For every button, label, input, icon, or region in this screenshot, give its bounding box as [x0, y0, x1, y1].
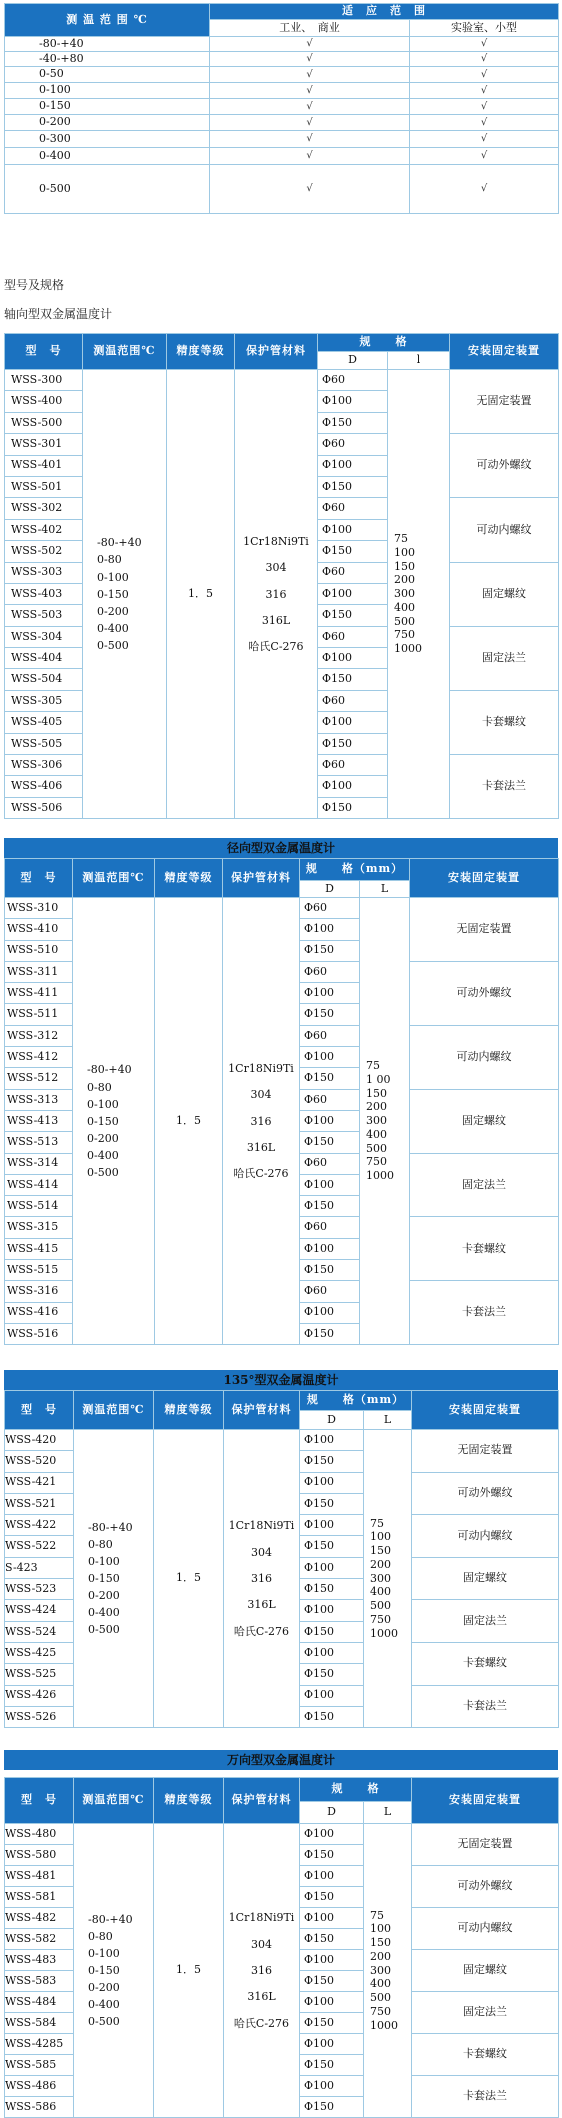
model-cell: WSS-512: [5, 1068, 73, 1089]
mount-cell: 固定螺纹: [412, 1950, 559, 1992]
diameter-cell: Φ150: [300, 1664, 364, 1685]
spec-header: 规 格: [318, 334, 450, 352]
mount-header: 安装固定装置: [412, 1778, 559, 1824]
section-subtitle: 轴向型双金属温度计: [4, 307, 113, 321]
length-cell: 75 100 150 200 300 400 500 750 1000: [388, 370, 450, 819]
range-cell: 0-150: [5, 99, 210, 115]
model-cell: WSS-506: [5, 797, 83, 818]
table-row: [5, 99, 559, 115]
material-cell: 1Cr18Ni9Ti 304 316 316L 哈氏C-276: [224, 1430, 300, 1728]
diameter-cell: Φ150: [318, 733, 388, 754]
diameter-cell: Φ100: [300, 1174, 360, 1195]
model-cell: WSS-505: [5, 733, 83, 754]
check-cell: √: [410, 67, 559, 83]
diameter-cell: Φ150: [318, 797, 388, 818]
material-cell: 1Cr18Ni9Ti 304 316 316L 哈氏C-276: [223, 898, 300, 1345]
model-cell: WSS-420: [5, 1430, 74, 1451]
model-cell: WSS-402: [5, 519, 83, 540]
range-list-cell: -80-+40 0-80 0-100 0-150 0-200 0-400 0-500: [73, 898, 155, 1345]
model-cell: WSS-522: [5, 1536, 74, 1557]
accuracy-header: 精度等级: [154, 1391, 224, 1430]
mount-cell: 卡套螺纹: [412, 1642, 559, 1685]
check-cell: √: [210, 83, 410, 99]
check-cell: √: [210, 131, 410, 148]
model-cell: WSS-524: [5, 1621, 74, 1642]
model-cell: WSS-405: [5, 712, 83, 733]
mount-cell: 无固定装置: [412, 1430, 559, 1473]
check-cell: √: [210, 148, 410, 165]
model-cell: WSS-412: [5, 1047, 73, 1068]
diameter-cell: Φ150: [300, 1493, 364, 1514]
mount-cell: 可动外螺纹: [412, 1472, 559, 1515]
length-cell: 75 1 00 150 200 300 400 500 750 1000: [360, 898, 410, 1345]
L-header: L: [360, 881, 410, 898]
check-cell: √: [210, 37, 410, 52]
range-header: 测温范围℃: [73, 859, 155, 898]
table-row: [5, 165, 559, 214]
model-cell: WSS-500: [5, 412, 83, 433]
model-cell: WSS-515: [5, 1260, 73, 1281]
mount-cell: 可动外螺纹: [450, 434, 559, 498]
range-table: [4, 3, 559, 214]
diameter-cell: Φ60: [300, 1217, 360, 1238]
model-cell: WSS-480: [5, 1824, 74, 1845]
diameter-cell: Φ150: [300, 1068, 360, 1089]
diameter-cell: Φ150: [300, 1132, 360, 1153]
model-cell: WSS-415: [5, 1238, 73, 1259]
model-cell: WSS-482: [5, 1908, 74, 1929]
model-header: 型 号: [5, 1391, 74, 1430]
model-cell: WSS-304: [5, 626, 83, 647]
L-header: L: [364, 1802, 412, 1824]
diameter-cell: Φ100: [300, 1600, 364, 1621]
mount-cell: 固定法兰: [412, 1992, 559, 2034]
diameter-cell: Φ150: [300, 1004, 360, 1025]
diameter-cell: Φ100: [318, 391, 388, 412]
section-title: 型号及规格: [4, 278, 65, 292]
angle135-spec-table: [4, 1390, 559, 1728]
mount-cell: 可动内螺纹: [412, 1515, 559, 1558]
diameter-cell: Φ150: [318, 412, 388, 433]
diameter-cell: Φ60: [318, 755, 388, 776]
material-cell: 1Cr18Ni9Ti 304 316 316L 哈氏C-276: [235, 370, 318, 819]
diameter-cell: Φ100: [300, 1824, 364, 1845]
range-cell: -80-+40: [5, 37, 210, 52]
model-header: 型 号: [5, 1778, 74, 1824]
diameter-cell: Φ150: [318, 605, 388, 626]
diameter-cell: Φ60: [318, 370, 388, 391]
axial-spec-table: [4, 333, 559, 819]
check-cell: √: [410, 52, 559, 67]
model-cell: WSS-525: [5, 1664, 74, 1685]
diameter-cell: Φ60: [300, 1025, 360, 1046]
diameter-cell: Φ100: [300, 919, 360, 940]
diameter-cell: Φ100: [300, 1515, 364, 1536]
model-cell: WSS-413: [5, 1110, 73, 1131]
d-header: D: [318, 352, 388, 370]
table-row: [5, 37, 559, 52]
diameter-cell: Φ60: [318, 562, 388, 583]
diameter-cell: Φ100: [300, 1238, 360, 1259]
spec-header: 规 格（mm）: [300, 859, 410, 881]
mount-cell: 卡套螺纹: [410, 1217, 559, 1281]
diameter-cell: Φ150: [300, 1451, 364, 1472]
scope-lab-header: 实验室、小型: [410, 20, 559, 37]
check-cell: √: [410, 115, 559, 131]
accuracy-header: 精度等级: [155, 859, 223, 898]
model-cell: WSS-510: [5, 940, 73, 961]
angle-band-title: 135°型双金属温度计: [4, 1370, 558, 1390]
mount-cell: 卡套法兰: [410, 1281, 559, 1345]
model-header: 型 号: [5, 859, 73, 898]
accuracy-cell: 1．5: [154, 1430, 224, 1728]
check-cell: √: [410, 83, 559, 99]
model-cell: WSS-584: [5, 2013, 74, 2034]
model-cell: WSS-416: [5, 1302, 73, 1323]
mount-cell: 无固定装置: [412, 1824, 559, 1866]
table-row: [5, 1430, 559, 1451]
table-row: [5, 1824, 559, 1845]
table-row: [5, 83, 559, 99]
spec-header: 规 格（mm）: [300, 1391, 412, 1411]
mount-cell: 卡套法兰: [450, 755, 559, 819]
model-cell: WSS-411: [5, 983, 73, 1004]
table-row: [5, 370, 559, 391]
model-cell: WSS-486: [5, 2076, 74, 2097]
scope-industrial-header: 工业、 商业: [210, 20, 410, 37]
diameter-cell: Φ100: [300, 1685, 364, 1706]
model-cell: WSS-502: [5, 541, 83, 562]
range-cell: 0-100: [5, 83, 210, 99]
model-cell: WSS-426: [5, 1685, 74, 1706]
model-cell: WSS-425: [5, 1642, 74, 1663]
model-cell: WSS-422: [5, 1515, 74, 1536]
l-header: l: [388, 352, 450, 370]
check-cell: √: [210, 115, 410, 131]
mount-cell: 无固定装置: [410, 898, 559, 962]
diameter-cell: Φ100: [318, 776, 388, 797]
model-cell: WSS-300: [5, 370, 83, 391]
scope-header: 适 应 范 围: [210, 4, 559, 20]
model-cell: WSS-305: [5, 690, 83, 711]
model-cell: WSS-513: [5, 1132, 73, 1153]
range-cell: 0-500: [5, 165, 210, 214]
mount-cell: 卡套螺纹: [450, 690, 559, 754]
check-cell: √: [210, 99, 410, 115]
model-cell: WSS-516: [5, 1323, 73, 1344]
spec-header: 规 格: [300, 1778, 412, 1802]
model-cell: WSS-302: [5, 498, 83, 519]
range-list-cell: -80-+40 0-80 0-100 0-150 0-200 0-400 0-500: [74, 1430, 154, 1728]
table-row: [5, 52, 559, 67]
diameter-cell: Φ150: [300, 1260, 360, 1281]
model-cell: WSS-310: [5, 898, 73, 919]
mount-cell: 固定螺纹: [410, 1089, 559, 1153]
diameter-cell: Φ150: [318, 476, 388, 497]
diameter-cell: Φ150: [300, 1621, 364, 1642]
range-header: 测温范围℃: [83, 334, 167, 370]
model-cell: WSS-583: [5, 1971, 74, 1992]
model-cell: WSS-403: [5, 583, 83, 604]
range-cell: 0-50: [5, 67, 210, 83]
mount-cell: 可动外螺纹: [412, 1866, 559, 1908]
model-cell: WSS-315: [5, 1217, 73, 1238]
diameter-cell: Φ100: [300, 1557, 364, 1578]
range-cell: 0-300: [5, 131, 210, 148]
model-cell: WSS-301: [5, 434, 83, 455]
diameter-cell: Φ60: [318, 690, 388, 711]
diameter-cell: Φ100: [300, 2076, 364, 2097]
model-cell: WSS-311: [5, 961, 73, 982]
diameter-cell: Φ60: [300, 1089, 360, 1110]
diameter-cell: Φ150: [300, 2097, 364, 2118]
model-cell: WSS-504: [5, 669, 83, 690]
d-header: D: [300, 881, 360, 898]
universal-spec-table: [4, 1777, 559, 2118]
range-cell: 0-200: [5, 115, 210, 131]
diameter-cell: Φ100: [318, 455, 388, 476]
diameter-cell: Φ150: [300, 2013, 364, 2034]
diameter-cell: Φ100: [300, 1642, 364, 1663]
diameter-cell: Φ100: [300, 1472, 364, 1493]
diameter-cell: Φ100: [318, 648, 388, 669]
diameter-cell: Φ150: [300, 1971, 364, 1992]
diameter-cell: Φ150: [300, 940, 360, 961]
diameter-cell: Φ100: [300, 1110, 360, 1131]
model-cell: WSS-582: [5, 1929, 74, 1950]
mount-cell: 卡套螺纹: [412, 2034, 559, 2076]
table-row: [5, 131, 559, 148]
model-cell: WSS-401: [5, 455, 83, 476]
table-row: [5, 148, 559, 165]
check-cell: √: [410, 148, 559, 165]
diameter-cell: Φ60: [318, 626, 388, 647]
d-header: D: [300, 1802, 364, 1824]
material-header: 保护管材料: [224, 1391, 300, 1430]
mount-cell: 可动内螺纹: [410, 1025, 559, 1089]
radial-band-title: 径向型双金属温度计: [4, 838, 558, 858]
table-row: [5, 898, 559, 919]
universal-band-title: 万向型双金属温度计: [4, 1750, 558, 1770]
mount-cell: 卡套法兰: [412, 1685, 559, 1728]
model-cell: WSS-520: [5, 1451, 74, 1472]
length-cell: 75 100 150 200 300 400 500 750 1000: [364, 1430, 412, 1728]
model-cell: WSS-511: [5, 1004, 73, 1025]
diameter-cell: Φ150: [300, 1706, 364, 1727]
model-cell: WSS-4285: [5, 2034, 74, 2055]
diameter-cell: Φ150: [300, 1196, 360, 1217]
diameter-cell: Φ100: [300, 1430, 364, 1451]
material-header: 保护管材料: [224, 1778, 300, 1824]
range-header: 测温范围℃: [74, 1778, 154, 1824]
d-header: D: [300, 1411, 364, 1430]
accuracy-cell: 1．5: [154, 1824, 224, 2118]
model-cell: WSS-314: [5, 1153, 73, 1174]
diameter-cell: Φ150: [300, 1887, 364, 1908]
model-cell: S-423: [5, 1557, 74, 1578]
L-header: L: [364, 1411, 412, 1430]
mount-cell: 卡套法兰: [412, 2076, 559, 2118]
diameter-cell: Φ150: [300, 1845, 364, 1866]
model-cell: WSS-404: [5, 648, 83, 669]
mount-cell: 固定螺纹: [412, 1557, 559, 1600]
accuracy-cell: 1．5: [155, 898, 223, 1345]
model-cell: WSS-421: [5, 1472, 74, 1493]
diameter-cell: Φ150: [300, 1323, 360, 1344]
diameter-cell: Φ100: [300, 2034, 364, 2055]
model-cell: WSS-526: [5, 1706, 74, 1727]
diameter-cell: Φ60: [318, 498, 388, 519]
model-cell: WSS-424: [5, 1600, 74, 1621]
model-cell: WSS-580: [5, 1845, 74, 1866]
accuracy-header: 精度等级: [154, 1778, 224, 1824]
range-header: 测温范围℃: [74, 1391, 154, 1430]
diameter-cell: Φ150: [300, 1536, 364, 1557]
mount-cell: 固定法兰: [412, 1600, 559, 1643]
material-header: 保护管材料: [223, 859, 300, 898]
mount-cell: 可动内螺纹: [412, 1908, 559, 1950]
diameter-cell: Φ150: [300, 1929, 364, 1950]
diameter-cell: Φ150: [300, 2055, 364, 2076]
model-cell: WSS-521: [5, 1493, 74, 1514]
check-cell: √: [410, 99, 559, 115]
check-cell: √: [210, 67, 410, 83]
model-cell: WSS-313: [5, 1089, 73, 1110]
mount-cell: 固定法兰: [450, 626, 559, 690]
model-cell: WSS-406: [5, 776, 83, 797]
model-cell: WSS-514: [5, 1196, 73, 1217]
check-cell: √: [410, 165, 559, 214]
diameter-cell: Φ60: [300, 1153, 360, 1174]
length-cell: 75 100 150 200 300 400 500 750 1000: [364, 1824, 412, 2118]
mount-cell: 固定螺纹: [450, 562, 559, 626]
model-cell: WSS-523: [5, 1579, 74, 1600]
table-row: [5, 115, 559, 131]
model-cell: WSS-585: [5, 2055, 74, 2076]
material-cell: 1Cr18Ni9Ti 304 316 316L 哈氏C-276: [224, 1824, 300, 2118]
model-header: 型 号: [5, 334, 83, 370]
mount-header: 安装固定装置: [450, 334, 559, 370]
accuracy-cell: 1．5: [167, 370, 235, 819]
mount-cell: 无固定装置: [450, 370, 559, 434]
check-cell: √: [210, 165, 410, 214]
diameter-cell: Φ100: [300, 1992, 364, 2013]
diameter-cell: Φ60: [318, 434, 388, 455]
diameter-cell: Φ150: [300, 1579, 364, 1600]
diameter-cell: Φ100: [300, 1950, 364, 1971]
diameter-cell: Φ100: [300, 1047, 360, 1068]
model-cell: WSS-316: [5, 1281, 73, 1302]
model-cell: WSS-414: [5, 1174, 73, 1195]
diameter-cell: Φ60: [300, 1281, 360, 1302]
check-cell: √: [210, 52, 410, 67]
mount-cell: 可动内螺纹: [450, 498, 559, 562]
material-header: 保护管材料: [235, 334, 318, 370]
model-cell: WSS-400: [5, 391, 83, 412]
check-cell: √: [410, 37, 559, 52]
diameter-cell: Φ100: [318, 519, 388, 540]
check-cell: √: [410, 131, 559, 148]
diameter-cell: Φ100: [318, 712, 388, 733]
mount-cell: 固定法兰: [410, 1153, 559, 1217]
diameter-cell: Φ100: [300, 983, 360, 1004]
table-row: [5, 67, 559, 83]
diameter-cell: Φ150: [318, 541, 388, 562]
model-cell: WSS-306: [5, 755, 83, 776]
diameter-cell: Φ100: [318, 583, 388, 604]
range-cell: 0-400: [5, 148, 210, 165]
range-list-cell: -80-+40 0-80 0-100 0-150 0-200 0-400 0-500: [83, 370, 167, 819]
mount-header: 安装固定装置: [410, 859, 559, 898]
range-cell: -40-+80: [5, 52, 210, 67]
model-cell: WSS-503: [5, 605, 83, 626]
model-cell: WSS-410: [5, 919, 73, 940]
diameter-cell: Φ100: [300, 1302, 360, 1323]
diameter-cell: Φ100: [300, 1908, 364, 1929]
diameter-cell: Φ150: [318, 669, 388, 690]
model-cell: WSS-303: [5, 562, 83, 583]
model-cell: WSS-312: [5, 1025, 73, 1046]
model-cell: WSS-586: [5, 2097, 74, 2118]
model-cell: WSS-581: [5, 1887, 74, 1908]
mount-header: 安装固定装置: [412, 1391, 559, 1430]
diameter-cell: Φ60: [300, 961, 360, 982]
diameter-cell: Φ100: [300, 1866, 364, 1887]
range-header: 测 温 范 围 ℃: [5, 4, 210, 37]
model-cell: WSS-501: [5, 476, 83, 497]
mount-cell: 可动外螺纹: [410, 961, 559, 1025]
diameter-cell: Φ60: [300, 898, 360, 919]
radial-spec-table: [4, 858, 559, 1345]
model-cell: WSS-483: [5, 1950, 74, 1971]
range-list-cell: -80-+40 0-80 0-100 0-150 0-200 0-400 0-500: [74, 1824, 154, 2118]
model-cell: WSS-481: [5, 1866, 74, 1887]
model-cell: WSS-484: [5, 1992, 74, 2013]
accuracy-header: 精度等级: [167, 334, 235, 370]
